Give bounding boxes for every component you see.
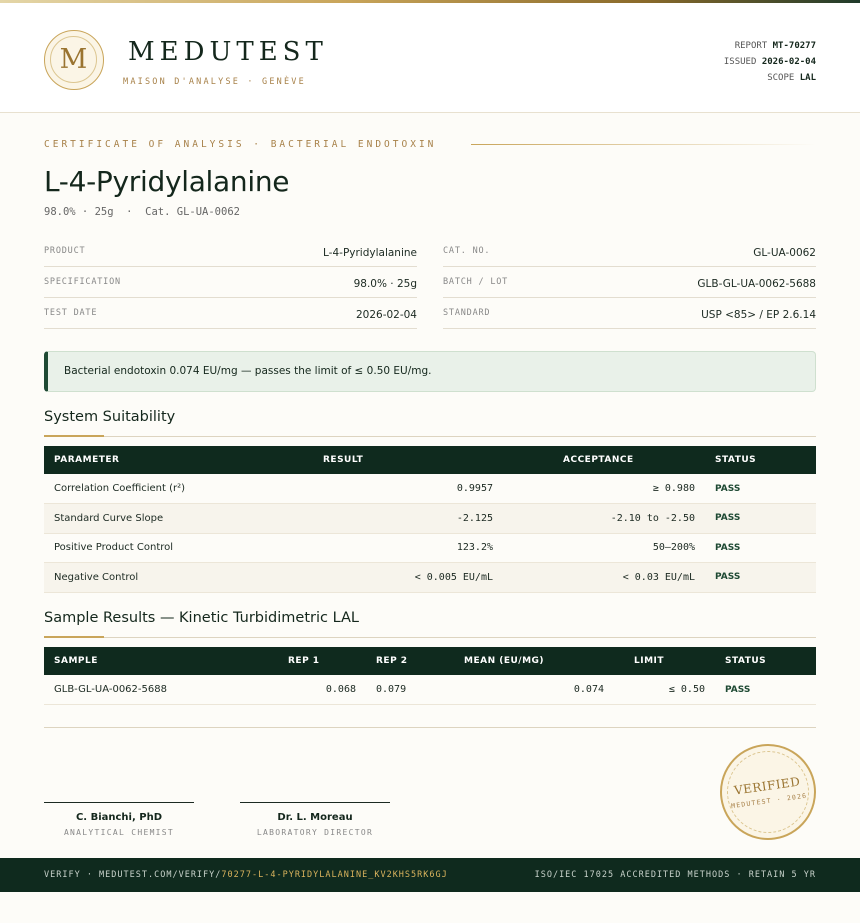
status-badge: PASS bbox=[705, 474, 816, 504]
result-cell: 0.9957 bbox=[313, 474, 503, 504]
section-accent bbox=[44, 435, 104, 437]
issued-date: 2026-02-04 bbox=[761, 57, 816, 67]
column-header: RESULT bbox=[323, 455, 364, 465]
accreditation-note: ISO/IEC 17025 ACCREDITED METHODS · RETAIN 5 YR bbox=[534, 870, 816, 880]
verify-prefix: VERIFY · MEDUTEST.COM/VERIFY/ bbox=[44, 870, 222, 880]
section-rule bbox=[44, 637, 816, 638]
parameter-cell: Correlation Coefficient (r²) bbox=[44, 474, 313, 504]
verify-link[interactable] bbox=[44, 870, 448, 880]
rep2-cell: 0.079 bbox=[366, 675, 454, 705]
acceptance-cell: < 0.03 EU/mL bbox=[503, 563, 705, 593]
page-bottom-margin bbox=[0, 892, 860, 923]
column-header: STATUS bbox=[715, 455, 757, 465]
info-label: BATCH / LOT bbox=[443, 277, 509, 287]
info-label: STANDARD bbox=[443, 308, 491, 318]
result-banner-text: Bacterial endotoxin 0.074 EU/mg — passes the limit of ≤ 0.50 EU/mg. bbox=[64, 365, 432, 377]
column-header: MEAN (EU/MG) bbox=[464, 656, 545, 666]
table-row bbox=[44, 533, 816, 563]
table-header-row bbox=[44, 647, 816, 675]
mean-cell: 0.074 bbox=[454, 675, 614, 705]
info-value: GL-UA-0062 bbox=[753, 247, 816, 259]
status-badge: PASS bbox=[705, 533, 816, 563]
report-header bbox=[0, 3, 860, 113]
acceptance-cell: ≥ 0.980 bbox=[503, 474, 705, 504]
stamp-word: VERIFIED bbox=[733, 774, 802, 798]
column-header: STATUS bbox=[725, 656, 767, 666]
section-accent bbox=[44, 636, 104, 638]
column-header: REP 2 bbox=[376, 656, 408, 666]
scope-value: LAL bbox=[799, 73, 816, 83]
info-label: SPECIFICATION bbox=[44, 277, 121, 287]
info-row bbox=[443, 267, 816, 298]
result-cell: < 0.005 EU/mL bbox=[313, 563, 503, 593]
signatory-role: ANALYTICAL CHEMIST bbox=[63, 828, 175, 837]
brand-tagline: MAISON D'ANALYSE · GENÈVE bbox=[123, 77, 306, 87]
info-value: L-4-Pyridylalanine bbox=[323, 247, 417, 259]
report-footer bbox=[0, 858, 860, 892]
result-cell: 123.2% bbox=[313, 533, 503, 563]
info-label: TEST DATE bbox=[44, 308, 98, 318]
brand-name: MEDUTEST bbox=[128, 37, 328, 67]
parameter-cell: Negative Control bbox=[44, 563, 313, 593]
info-row bbox=[443, 298, 816, 329]
table-row bbox=[44, 474, 816, 504]
column-header: REP 1 bbox=[288, 656, 320, 666]
info-value: USP <85> / EP 2.6.14 bbox=[701, 309, 816, 321]
info-value: GLB-GL-UA-0062-5688 bbox=[697, 278, 816, 290]
section-rule bbox=[44, 436, 816, 437]
suitability-table bbox=[44, 446, 816, 593]
kicker-divider bbox=[471, 144, 816, 145]
limit-cell: ≤ 0.50 bbox=[614, 675, 715, 705]
table-row bbox=[44, 504, 816, 534]
section-title-suitability: System Suitability bbox=[44, 409, 176, 425]
verified-stamp bbox=[714, 738, 822, 846]
column-header: ACCEPTANCE bbox=[563, 455, 634, 465]
signature-divider bbox=[44, 727, 816, 728]
rep1-cell: 0.068 bbox=[278, 675, 366, 705]
status-badge: PASS bbox=[705, 563, 816, 593]
report-label: REPORT bbox=[734, 41, 768, 51]
info-label: CAT. NO. bbox=[443, 246, 491, 256]
table-header-row bbox=[44, 446, 816, 474]
table-row bbox=[44, 675, 816, 705]
signatory-role: LABORATORY DIRECTOR bbox=[256, 828, 374, 837]
table-row bbox=[44, 563, 816, 593]
scope-label: SCOPE bbox=[767, 73, 795, 83]
info-label: PRODUCT bbox=[44, 246, 86, 256]
signatory-name: C. Bianchi, PhD bbox=[75, 812, 163, 823]
issued-label: ISSUED bbox=[723, 57, 757, 67]
parameter-cell: Positive Product Control bbox=[44, 533, 313, 563]
column-header: SAMPLE bbox=[54, 656, 98, 666]
verify-code: 70277-L-4-PYRIDYLALANINE_KV2KHS5RK6GJ bbox=[221, 870, 448, 880]
status-badge: PASS bbox=[705, 504, 816, 534]
section-title-samples: Sample Results — Kinetic Turbidimetric LAL bbox=[44, 610, 359, 626]
logo-seal bbox=[44, 30, 104, 90]
document-kicker: CERTIFICATE OF ANALYSIS · BACTERIAL ENDOTOXIN bbox=[44, 139, 437, 150]
logo-letter: M bbox=[59, 44, 88, 75]
info-row bbox=[44, 236, 417, 267]
info-row bbox=[443, 236, 816, 267]
sample-results-table bbox=[44, 647, 816, 705]
column-header: LIMIT bbox=[634, 656, 665, 666]
parameter-cell: Standard Curve Slope bbox=[44, 504, 313, 534]
sample-id-cell: GLB-GL-UA-0062-5688 bbox=[44, 675, 278, 705]
page-title: L-4-Pyridylalanine bbox=[44, 165, 290, 198]
result-cell: -2.125 bbox=[313, 504, 503, 534]
signature-block bbox=[240, 802, 390, 837]
info-row bbox=[44, 298, 417, 329]
acceptance-cell: -2.10 to -2.50 bbox=[503, 504, 705, 534]
info-grid-right bbox=[443, 236, 816, 329]
signatory-name: Dr. L. Moreau bbox=[277, 812, 353, 823]
info-value: 2026-02-04 bbox=[355, 309, 417, 321]
report-meta bbox=[724, 38, 816, 86]
result-banner bbox=[44, 351, 816, 392]
report-number: MT-70277 bbox=[772, 41, 816, 51]
page-subtitle: 98.0% · 25g · Cat. GL-UA-0062 bbox=[44, 206, 240, 218]
status-badge: PASS bbox=[715, 675, 816, 705]
stamp-subtext: MEDUTEST · 2026 bbox=[730, 791, 808, 811]
info-value: 98.0% · 25g bbox=[353, 278, 417, 290]
signature-block bbox=[44, 802, 194, 837]
acceptance-cell: 50–200% bbox=[503, 533, 705, 563]
column-header: PARAMETER bbox=[54, 455, 120, 465]
info-grid-left bbox=[44, 236, 417, 329]
info-row bbox=[44, 267, 417, 298]
